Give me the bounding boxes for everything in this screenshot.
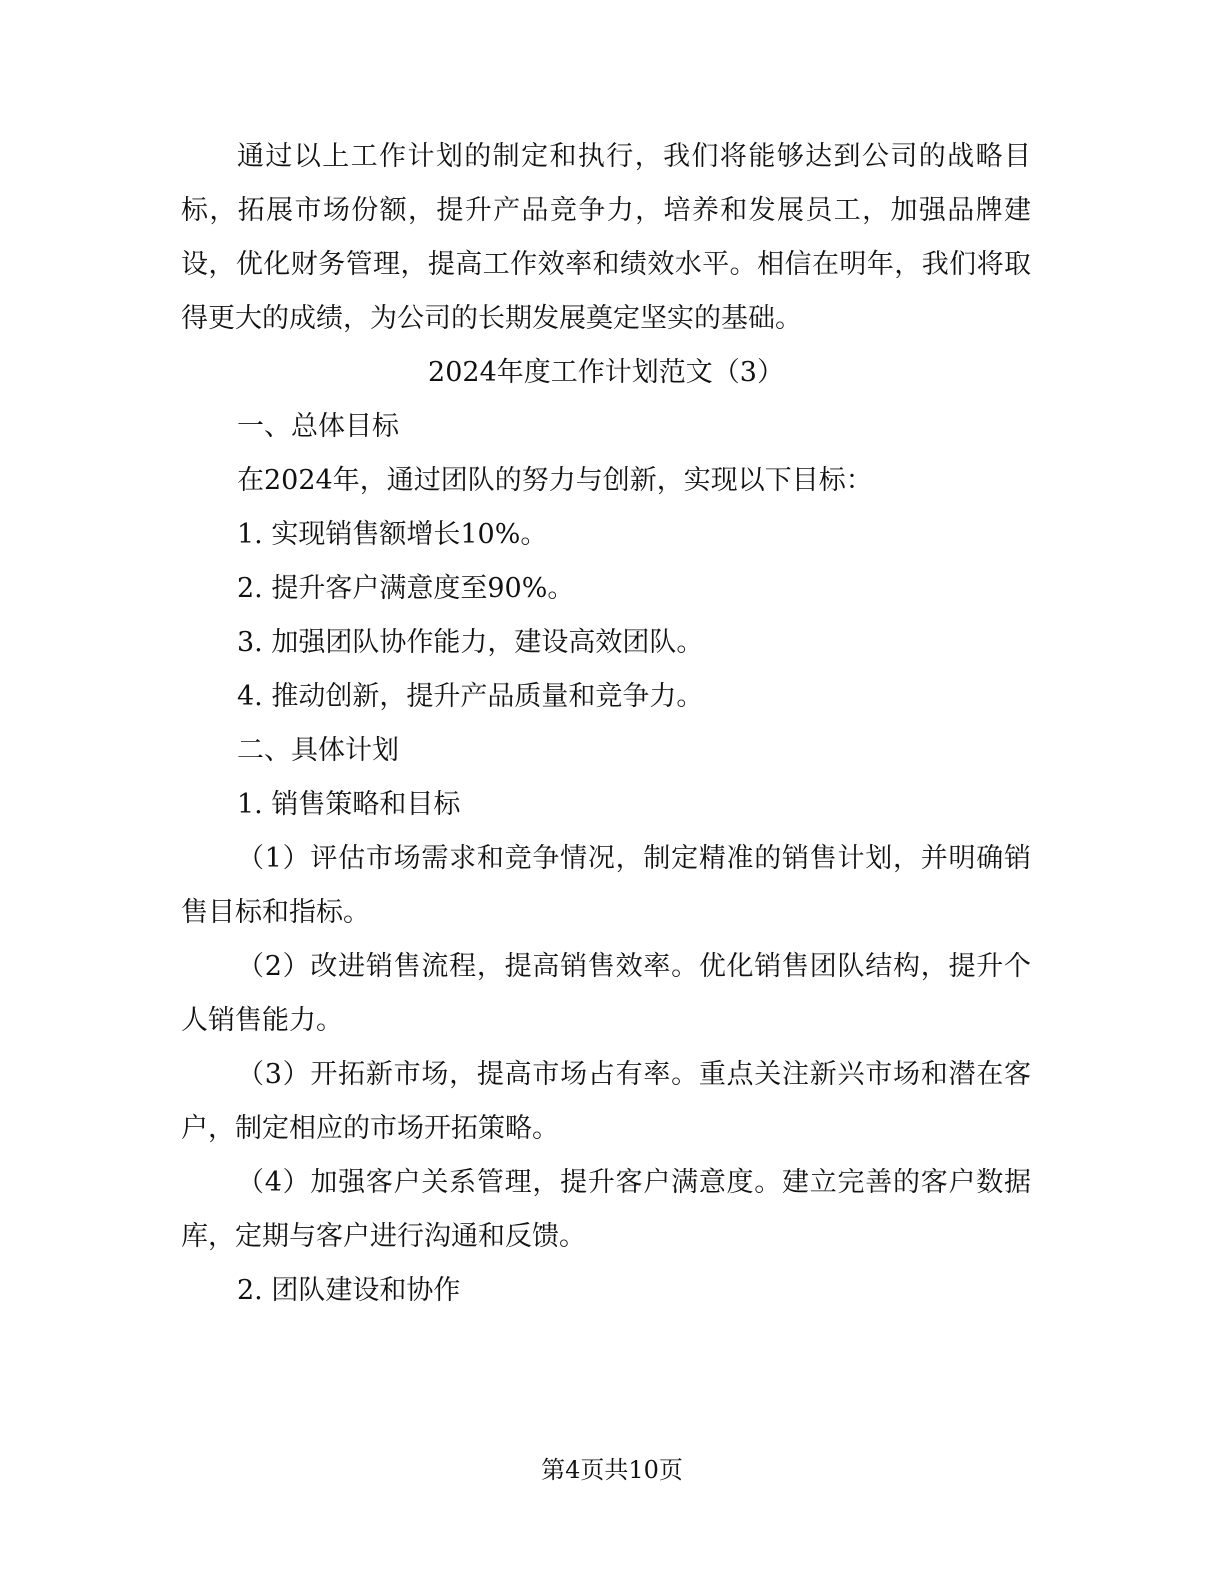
document-title: 2024年度工作计划范文（3） [428,357,784,388]
section-intro: 在2024年，通过团队的努力与创新，实现以下目标： [237,465,873,496]
goal-item: 1. 实现销售额增长10%。 [237,519,548,550]
plan-item: （4）加强客户关系管理，提升客户满意度。建立完善的客户数据库，定期与客户进行沟通和反馈。 [181,1167,1031,1252]
plan-item: （1）评估市场需求和竞争情况，制定精准的销售计划，并明确销售目标和指标。 [181,843,1031,928]
plan-item: （3）开拓新市场，提高市场占有率。重点关注新兴市场和潜在客户，制定相应的市场开拓策略。 [181,1059,1031,1144]
goal-item: 3. 加强团队协作能力，建设高效团队。 [237,627,704,658]
subsection-heading: 2. 团队建设和协作 [237,1275,461,1306]
page-number: 第4页共10页 [541,1456,683,1484]
document-body [181,130,1031,1318]
paragraph: 通过以上工作计划的制定和执行，我们将能够达到公司的战略目标，拓展市场份额，提升产品竞争力，培养和发展员工，加强品牌建设，优化财务管理，提高工作效率和绩效水平。相信在明年，我们将取得更大的成绩，为公司的长期发展奠定坚实的基础。 [181,141,1031,334]
subsection-heading: 1. 销售策略和目标 [237,789,461,820]
section-heading: 二、具体计划 [237,735,399,766]
plan-item: （2）改进销售流程，提高销售效率。优化销售团队结构，提升个人销售能力。 [181,951,1031,1036]
goal-item: 2. 提升客户满意度至90%。 [237,573,575,604]
goal-item: 4. 推动创新，提升产品质量和竞争力。 [237,681,704,712]
section-heading: 一、总体目标 [237,411,399,442]
